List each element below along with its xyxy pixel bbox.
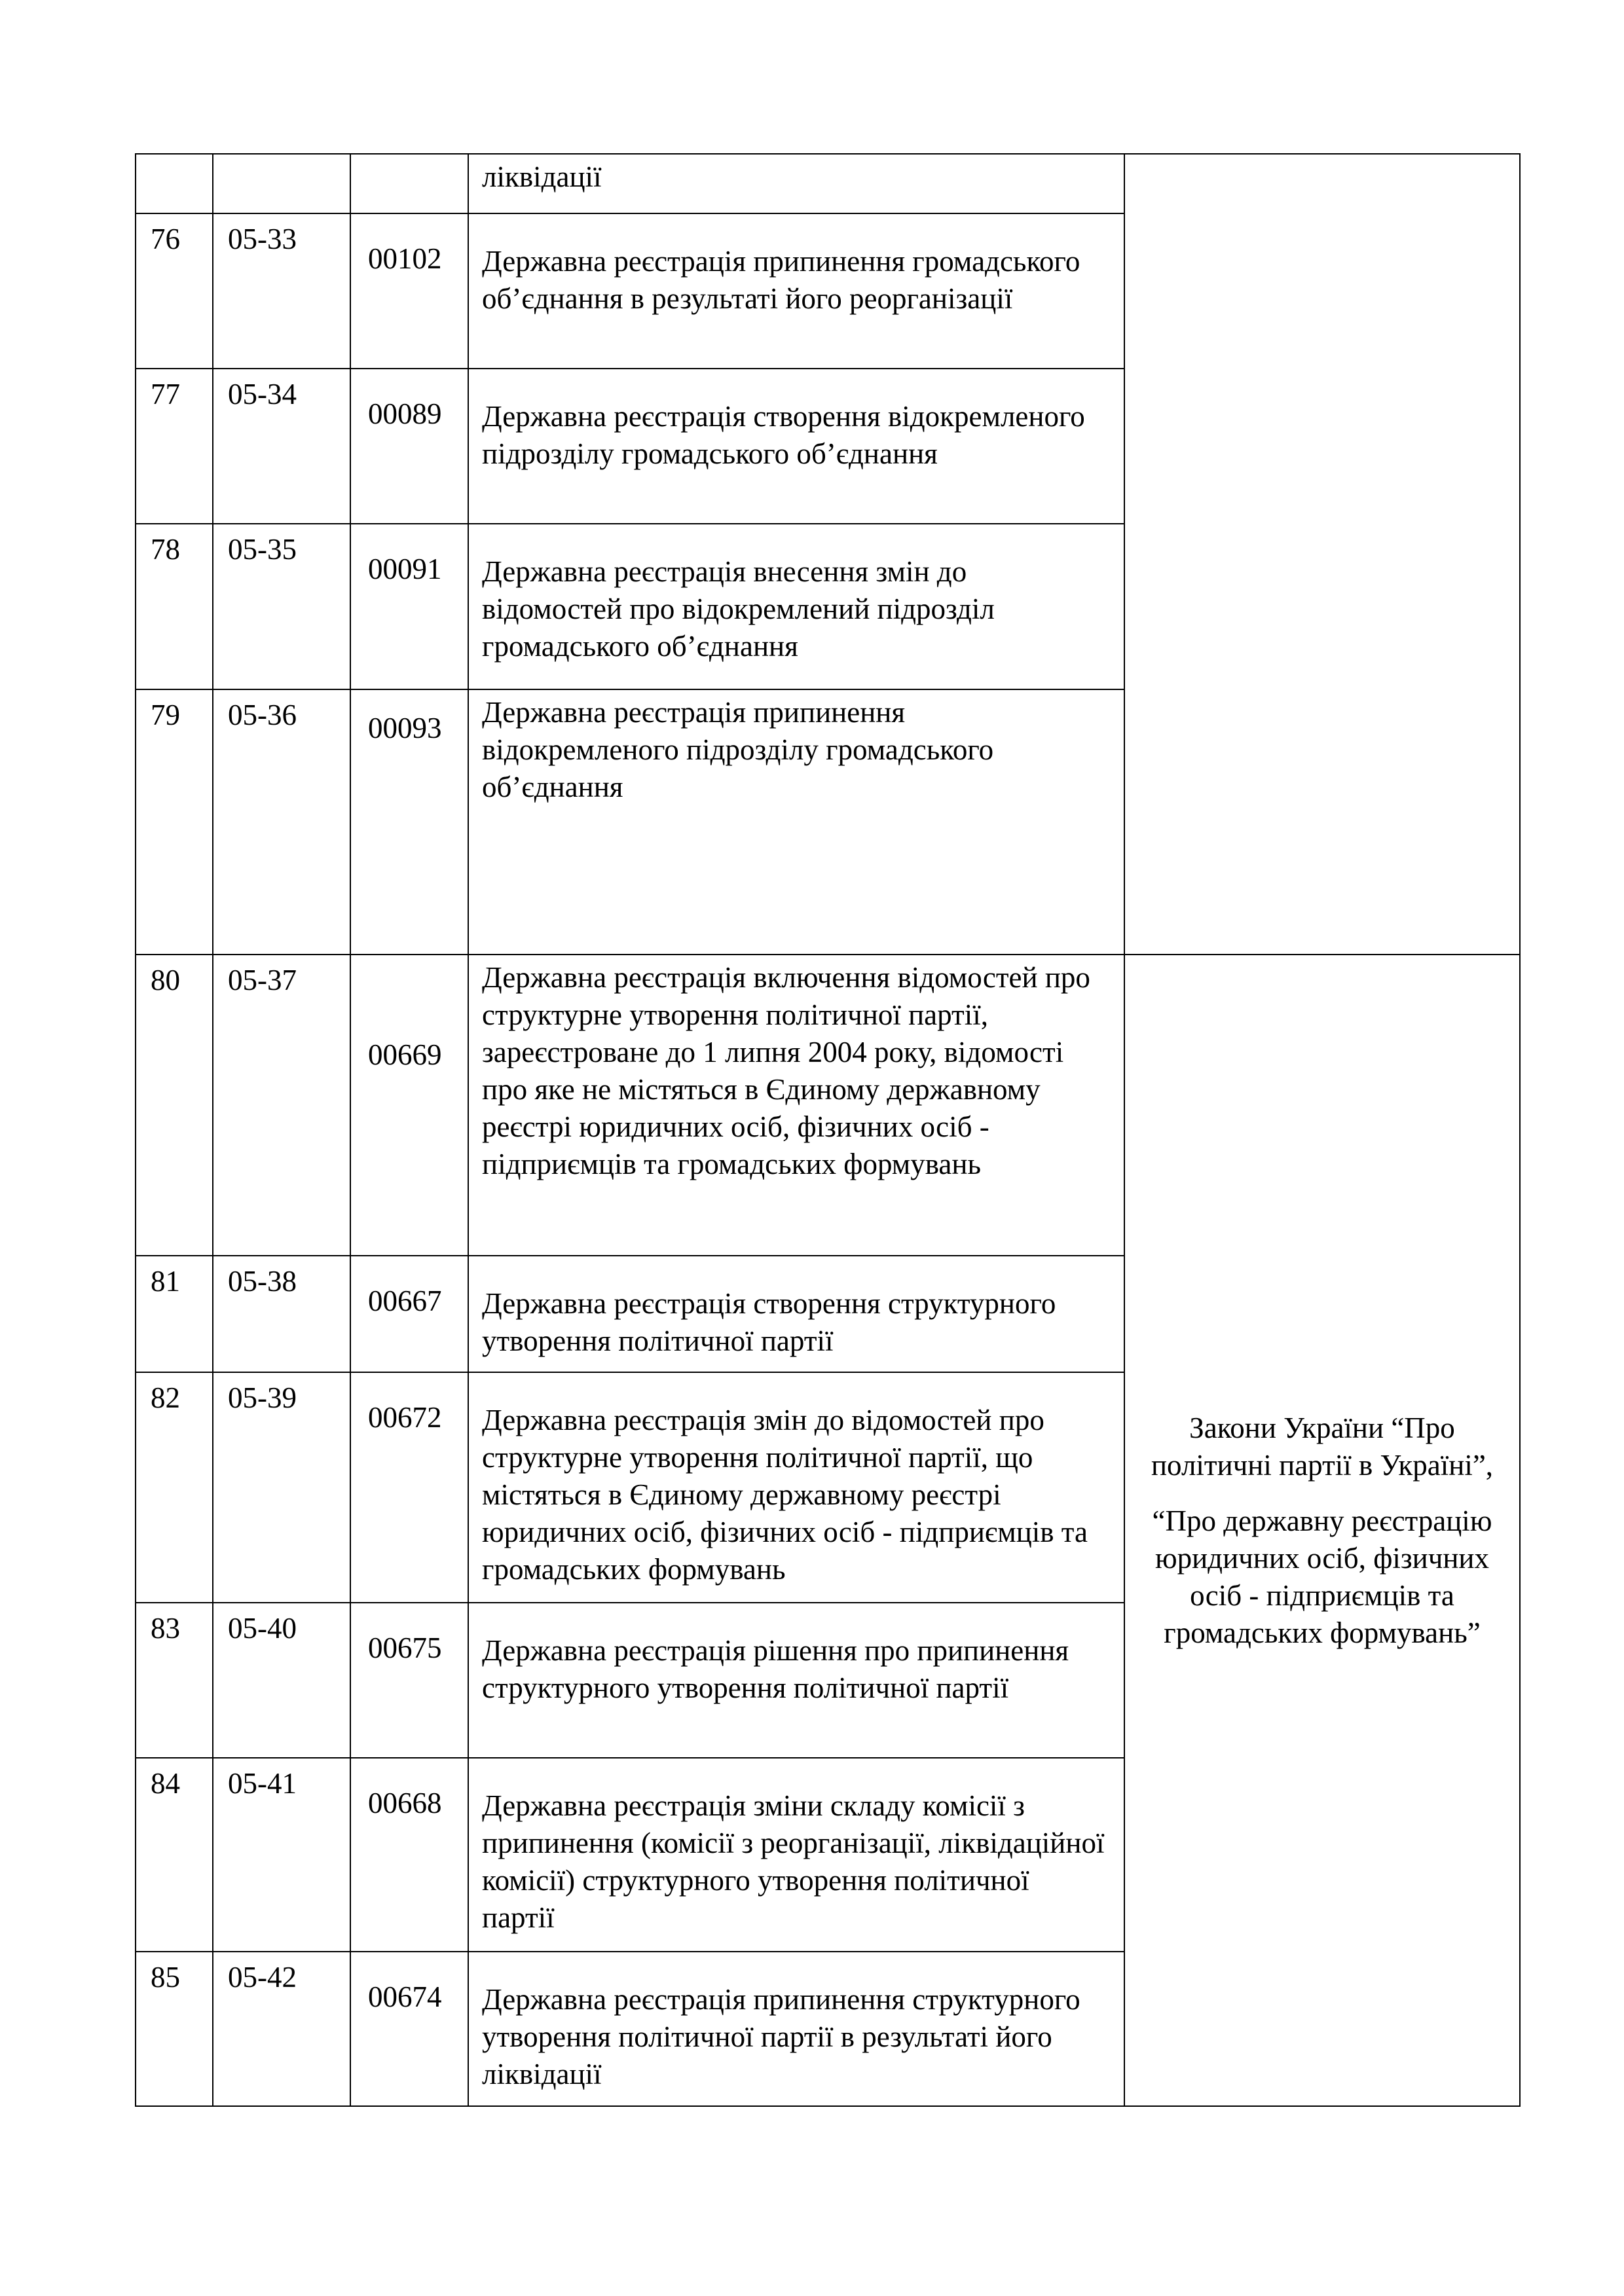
row-number: 78: [151, 533, 180, 566]
description-cell: Державна реєстрація зміни складу комісії з припинення (комісії з реорганізації, ліквідаційної комісії) структурного утворення політичної партії: [482, 1789, 1105, 1934]
service-code: 00669: [368, 1038, 442, 1071]
service-code: 00667: [368, 1285, 442, 1317]
row-number: 83: [151, 1612, 180, 1645]
section-code: 05-42: [228, 1961, 297, 1994]
section-code: 05-36: [228, 699, 297, 731]
section-code: 05-38: [228, 1265, 297, 1298]
service-code: 00674: [368, 1980, 442, 2013]
service-code: 00102: [368, 242, 442, 275]
legal-basis-line-2: “Про державну реєстрацію юридичних осіб, фізичних осіб - підприємців та громадських формувань”: [1152, 1504, 1492, 1649]
legal-basis-cell: [1124, 955, 1520, 2106]
description-cell: Державна реєстрація створення відокремленого підрозділу громадського об’єднання: [482, 400, 1085, 470]
row-number: 82: [151, 1381, 180, 1414]
description-cell: Державна реєстрація змін до відомостей про структурне утворення політичної партії, що містяться в Єдиному державному реєстрі юридичних осіб, фізичних осіб - підприємців та громадських формувань: [482, 1404, 1088, 1586]
section-code: 05-33: [228, 223, 297, 255]
description-cell: Державна реєстрація припинення структурного утворення політичної партії в результаті його ліквідації: [482, 1983, 1080, 2090]
row-number: 80: [151, 964, 180, 996]
law-cell-empty: [1124, 154, 1520, 955]
row-number: 79: [151, 699, 180, 731]
description-cell: Державна реєстрація внесення змін до відомостей про відокремлений підрозділ громадського об’єднання: [482, 555, 995, 663]
description-cell: ліквідації: [482, 160, 602, 193]
section-code: 05-35: [228, 533, 297, 566]
row-number: 84: [151, 1767, 180, 1800]
description-cell: Державна реєстрація припинення громадського об’єднання в результаті його реорганізації: [482, 245, 1080, 315]
service-code: 00091: [368, 553, 442, 585]
table-row: [136, 955, 1520, 1256]
row-number: 77: [151, 378, 180, 410]
service-code: 00093: [368, 712, 442, 744]
section-code: 05-39: [228, 1381, 297, 1414]
section-code: 05-40: [228, 1612, 297, 1645]
row-number: 76: [151, 223, 180, 255]
row-number: 85: [151, 1961, 180, 1994]
description-cell: Державна реєстрація припинення відокремленого підрозділу громадського об’єднання: [482, 696, 994, 803]
service-code: 00089: [368, 397, 442, 430]
table-row: [136, 154, 1520, 213]
description-cell: Державна реєстрація створення структурного утворення політичної партії: [482, 1287, 1056, 1357]
section-code: 05-34: [228, 378, 297, 410]
section-code: 05-41: [228, 1767, 297, 1800]
row-number: 81: [151, 1265, 180, 1298]
services-table: [135, 153, 1521, 2107]
description-cell: Державна реєстрація рішення про припинення структурного утворення політичної партії: [482, 1634, 1069, 1704]
service-code: 00668: [368, 1787, 442, 1819]
legal-basis-line-1: Закони України “Про політичні партії в Україні”,: [1151, 1411, 1494, 1482]
service-code: 00675: [368, 1631, 442, 1664]
description-cell: Державна реєстрація включення відомостей про структурне утворення політичної партії, зареєстроване до 1 липня 2004 року, відомості про яке не містяться в Єдиному державному реєстрі юридичних осіб, фізичних осіб - підприємців та громадських формувань: [482, 961, 1090, 1180]
section-code: 05-37: [228, 964, 297, 996]
service-code: 00672: [368, 1401, 442, 1434]
